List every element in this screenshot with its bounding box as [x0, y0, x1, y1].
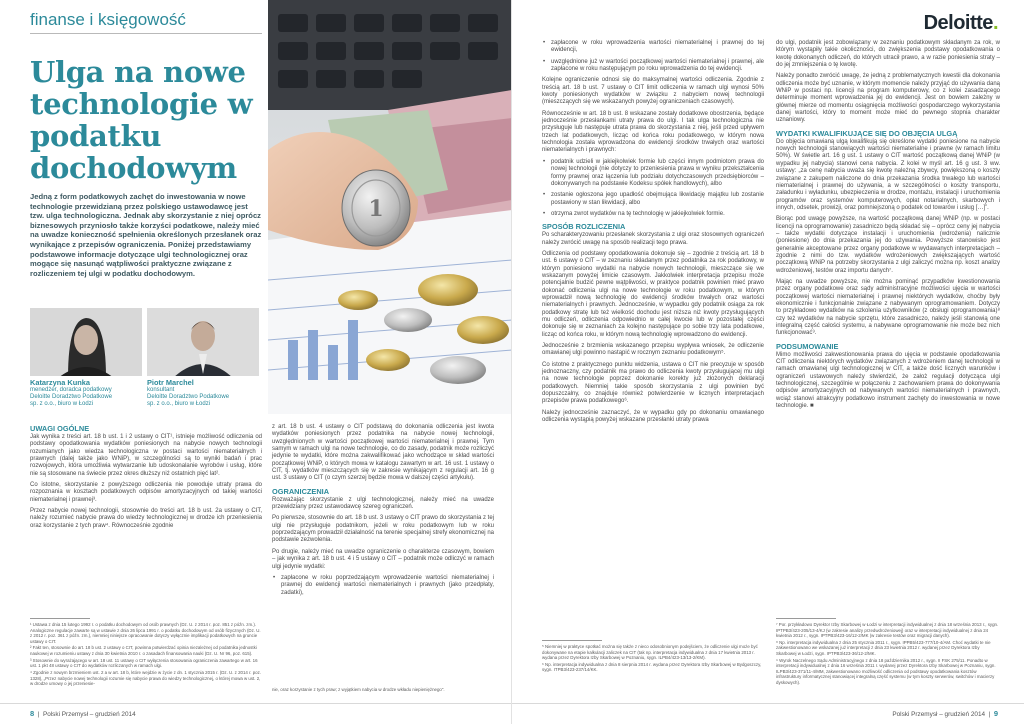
folio-right: Polski Przemysł – grudzień 2014 | 9 [892, 709, 998, 718]
paragraph: Co istotne z praktycznego punktu widzenia, ustawa o CIT nie precyzuje w sposób jednoznaczny, czy podatnik ma prawo do odliczenia kwoty przysługującej mu ulgi na nowe technologie poprzez dokonanie korekty już złożonych deklaracji podatkowych. Niemniej takie sposób skorzystania z ulgi powinien być dopuszczalny, co znajduje również potwierdzenie w licznych interpretacjach przepisów prawa podatkowego⁶. [542, 361, 764, 405]
logo-dot-icon: . [992, 12, 998, 34]
body-column-3 [542, 40, 764, 428]
body-column-2 [272, 424, 494, 601]
footnote: ⁷ Por. przykładowo Dyrektor Izby Skarbowej w Łodzi w interpretacji indywidualnej z dnia 18 września 2013 r., sygn. IPTPB3/423-205/13-4/KJ (w zakresie analizy przedwdrożeniowej) oraz w interpretacji indywidualnej z dnia 24 kwietnia 2012 r., sygn. IPTPB3/423-16/12-2/MK (w zakresie testów oraz migracji danych). [776, 622, 999, 638]
magazine-name: Polski Przemysł – grudzień 2014 [42, 711, 136, 718]
section-title: finanse i księgowość [30, 10, 186, 29]
paragraph: Biorąc pod uwagę powyższe, na wartość początkową danej WNiP (np. w postaci licencji na oprogramowanie) zasadniczo będą składać się – oprócz ceny jej nabycia – także wydatki dotyczące instalacji i uruchomienia (wdrożenia) nalicznie (poniesione) do dnia przekazania jej do używania. Powyższe stanowisko jest generalnie akceptowane przez organy podatkowe w wydawanych interpretacjach – zgodnie z nimi do tzw. wydatków wdrożeniowych zwiększających wartość początkową WNiP na potrzeby skorzystania z ulgi zaliczyć można np. koszt analizy wdrożeniowej, testów oraz importu danych⁷. [776, 216, 1000, 274]
list-item: • otrzyma zwrot wydatków na tę technologię w jakiejkolwiek formie. [542, 211, 764, 218]
paragraph: Co istotne, skorzystanie z powyższego odliczenia nie powoduje utraty prawa do rozpoznania w kosztach podatkowych odpisów amortyzacyjnych od takiej wartości niematerialnej i prawnej³. [30, 482, 262, 503]
footnote: ³ Stosownie do wyrażającego w art. 18 ust. 11 ustawy o CIT wyłączenia stosowania ograniczenia zawartego w art. 16 ust. 1 pkt 48 ustawy o CIT do wydatków rozliczanych w ramach ulgi. [30, 657, 258, 669]
footnote-rule [776, 618, 836, 619]
author-role: menedżer, doradca podatkowy [30, 387, 112, 393]
paragraph: Jak wynika z treści art. 18 b ust. 1 i 2 ustawy o CIT¹, istnieje możliwość odliczenia od podstawy opodatkowania wydatków poniesionych na nabycie nowych technologii rozumianych jako wiedza technologiczna w postaci wartości niematerialnych i prawnych (dalej także jako WNiP), w szczególności są to wyniki badań i prac rozwojowych, która umożliwia wytwarzanie lub udoskonalanie wyrobów i usług, które nie są stosowane na świecie przez okres dłuższy niż ostatnich pięć lat². [30, 434, 262, 477]
list-item: • zostanie ogłoszona jego upadłość obejmująca likwidację majątku lub zostanie postawiony w stan likwidacji, albo [542, 192, 764, 207]
paragraph: Należy ponadto zwrócić uwagę, że jedną z problematycznych kwestii dla dokonania odliczenia może być uznanie, w którym momencie należy przyjąć do używania daną WNiP w postaci np. licencji na program komputerowy, co z kolei zasadzącego determinuje moment wprowadzenia jej do ewidencji. Jest on bowiem zależny w głównej mierze od momentu osiągnięcia możliwości gospodarczego wykorzystania danej wartości, który to moment może mieć do pewnego stopnia charakter uznaniowy. [776, 73, 1000, 124]
paragraph: Po scharakteryzowaniu przesłanek skorzystania z ulgi oraz stosownych ograniczeń należy zwrócić uwagę na sposób realizacji tego prawa. [542, 232, 764, 246]
list-item: • uwzględnione już w wartości początkowej wartości niematerialnej i prawnej, ale zapłacone w roku następującym po roku wprowadzenia do tej ewidencji. [542, 59, 764, 74]
paragraph: Należy jednocześnie zaznaczyć, że w wypadku gdy po dokonaniu omawianego odliczenia wystąpią powyżej wskazane przesłanki utraty prawa [542, 409, 764, 424]
footnote-rule [542, 640, 602, 641]
bullet-list [272, 575, 494, 597]
folio-left: 8 | Polski Przemysł – grudzień 2014 [30, 709, 136, 718]
footnote: ⁵ Niemniej w praktyce spotkać można się także z nieco odosobnionym podejściem, że odliczenie ulgi może być dokonywane na etapie kalkulacji zaliczek na CIT (tak np. interpretacja indywidualna z dnia 17 kwietnia 2013 r. wydana przez Dyrektora Izby Skarbowej w Poznaniu, sygn. ILPB4/423-13/13-2/KM). [542, 644, 758, 660]
footnote: ¹ Ustawa z dnia 15 lutego 1992 r. o podatku dochodowym od osób prawnych (Dz. U. z 2014 r. poz. 851 z późn. zm.). Analogiczne regulacje zawarte są w ustawie z dnia 26 lipca 1991 r. o podatku dochodowym od osób fizycznych (Dz. U. z 2012 r. poz. 361 z późn. zm.), niemniej niniejsze opracowanie dotyczy wyłącznie implikacji podatkowych na gruncie ustawy o CIT. [30, 622, 261, 644]
author-company: Deloitte Doradztwo Podatkowe [147, 394, 230, 401]
author-name: Piotr Marchel [147, 378, 194, 387]
author-card [147, 378, 265, 409]
paragraph: Jednocześnie z brzmienia wskazanego przepisu wypływa wniosek, że odliczenie omawianej ulgi powinno nastąpić w rocznym zeznaniu podatkowym⁵. [542, 343, 764, 357]
footnotes [542, 644, 764, 674]
portrait-woman-icon [30, 308, 142, 376]
body-column-4 [776, 40, 1000, 414]
footnote: nie, oraz korzystanie z tych praw; z wyjątkiem nabycia w drodze wkładu niepieniężnego". [272, 687, 445, 692]
coins-calculator-illustration-icon [268, 0, 512, 414]
footnote: ⁶ Np. interpretacja indywidualna z dnia 8 sierpnia 2014 r. wydana przez Dyrektora Izby Skarbowej w Bydgoszczy, sygn. ITPB3/423-237/14/KK. [542, 661, 762, 673]
article-lead: Jedną z form podatkowych zachęt do inwestowania w nowe technologie przewidzianą przez polskiego ustawodawcę jest tzw. ulga technologiczna. Jednak aby skorzystanie z niej oprócz biznesowych przyniosło także korzyści podatkowe, należy mieć na uwadze konieczność spełnienia określonych przesłanek oraz wynikające z przepisów ograniczenia. Poniżej przedstawiamy podstawowe informacje dotyczące ulgi technologicznej oraz mogące się nasunąć wątpliwości praktyczne związane z rozliczeniem tej ulgi w podatku dochodowym. [30, 192, 262, 278]
section-heading: UWAGI OGÓLNE [30, 424, 90, 433]
author-office: sp. z o.o., biuro w Łodzi [147, 401, 211, 408]
paragraph: z art. 18 b ust. 4 ustawy o CIT podstawą do dokonania odliczenia jest kwota wydatków poniesionych przez podatnika na nabycie nowej technologii, uwzględnionych w wartości początkowej wartości niematerialnej i prawnej. Tym samym w ramach ulgi na nowe technologie, co do zasady, podatnik może rozliczyć jedynie te wydatki, które można zakwalifikować jako wchodzące w skład wartości początkowej WNiP, o których mowa w katalogu zawartym w art. 16 ust. 1 ustawy o CIT, tj. wydatków mieszczących się w zakresie wynikającym z regulacji art. 16 g ust. 3 ustawy o CIT (o czym szerzej będzie mowa w dalszej części artykułu). [272, 424, 494, 482]
page-number: 8 [30, 709, 35, 718]
section-heading: OGRANICZENIA [272, 486, 330, 496]
author-photo-kunka [30, 308, 142, 376]
section-title-rule [30, 33, 262, 34]
portrait-man-icon [147, 308, 259, 376]
list-item: • zapłacone w roku wprowadzenia wartości niematerialnej i prawnej do tej ewidencji, [542, 40, 764, 55]
author-role: konsultant [147, 387, 175, 393]
page-number: 9 [993, 709, 998, 718]
footnotes [30, 622, 262, 688]
paragraph: Po pierwsze, stosownie do art. 18 b ust. 3 ustawy o CIT prawo do skorzystania z tej ulgi nie przysługuje podatnikom, jeżeli w roku podatkowym lub w roku poprzedzającym prowadził działalność na terenie specjalnej strefy ekonomicznej na podstawie zezwolenia. [272, 515, 494, 544]
bullet-list [542, 40, 764, 73]
paragraph: Kolejne ograniczenie odnosi się do maksymalnej wartości odliczenia. Zgodnie z treścią art. 18 b ust. 7 ustawy o CIT limit odliczenia w ramach ulgi wynosi 50% kwoty poniesionych wydatków w związku z nabyciem nowej technologii (mieszczących się we wskazanych powyżej ograniczeniach czasowych). [542, 77, 764, 106]
hero-image [268, 0, 512, 414]
paragraph: Odliczenia od podstawy opodatkowania dokonuje się – zgodnie z treścią art. 18 b ust. 6 ustawy o CIT – w zeznaniu składanym przez podatnika za rok podatkowy, w którym poniesiono wydatki na nabycie nowych technologii, mieszczące się we wskazanym powyżej limicie czasowym. Jakkolwiek interpretacja przepisu może potencjalnie budzić pewne wątpliwości, w praktyce podatnik powinien mieć prawo dokonać odliczenia ulgi na nowe technologie w roku podatkowym, w którym wprowadził nową technologię do ewidencji środków trwałych oraz wartości niematerialnych i prawnych. Jednocześnie, w wypadku gdy podatnik osiąga za rok podatkowy stratę lub też wielkość dochodu jest niższa niż kwoty przysługujących mu odliczeń, odliczenia odpowiednio w całej kwocie lub w pozostałej części dokonuje się w zeznaniach za kolejno następujące po sobie trzy lata podatkowe, licząc od końca roku, w którym nową technologię wprowadzono do ewidencji. [542, 250, 764, 338]
bullet-list [542, 159, 764, 218]
footnote: ⁸ Np. interpretacja indywidualna z dnia 25 stycznia 2011 r., sygn. IPPB5/423-777/10-4/AM. Choć wydatki te nie zakwestionowano we wskazanej już interpretacji z dnia 23 kwietnia 2012 r. wydanej przez Dyrektora Izby Skarbowej w Łodzi, sygn. IPTPB3/423-36/12-2/MK. [776, 639, 991, 656]
footnote: ⁴ Zgodnie z nowym brzmieniem ust. 2 a w art. 18 b, które wejdzie w życie z dn. 1 stycznia 2015 r. (Dz. U. z 2014 r. poz. 1328), „Przez nabycie nowej technologii rozumie się nabycie prawa do wiedzy technologicznej, o której mowa w ust. 2, w drodze umowy o jej przeniesie- [30, 670, 262, 687]
footnote-continuation [272, 687, 494, 694]
magazine-name: Polski Przemysł – grudzień 2014 [892, 711, 986, 718]
paragraph: do ulgi, podatnik jest zobowiązany w zeznaniu podatkowym składanym za rok, w którym wystąpiły takie okoliczności, do zwiększenia podstawy opodatkowania o kwotę dokonanych odliczeń, do których utracił prawo, a w razie poniesienia straty – do jej zmniejszenia o tę kwotę. [776, 40, 1000, 69]
paragraph: Przez nabycie nowej technologii, stosownie do treści art. 18 b ust. 2a ustawy o CIT, należy rozumieć nabycie prawa do wiedzy technologicznej w drodze ich przeniesienia oraz korzystanie z tych praw⁴. Równocześnie zgodnie [30, 508, 262, 529]
section-heading: PODSUMOWANIE [776, 341, 839, 351]
section-heading: WYDATKI KWALIFIKUJĄCE SIĘ DO OBJĘCIA ULGĄ [776, 128, 958, 138]
right-page [512, 0, 1024, 724]
deloitte-logo [924, 12, 998, 35]
section-heading: SPOSÓB ROZLICZENIA [542, 222, 626, 232]
paragraph: Rozważając skorzystanie z ulgi technologicznej, należy mieć na uwadze przewidziany przez ustawodawcę szereg ograniczeń. [272, 496, 494, 511]
author-photo-marchel [147, 308, 259, 376]
svg-text:1: 1 [368, 196, 384, 222]
author-office: sp. z o.o., biuro w Łodzi [30, 401, 94, 408]
paragraph: Mając na uwadze powyższe, nie można pominąć przypadków kwestionowania przez organy podatkowe oraz sądy administracyjne możliwości ujęcia w wartości początkowej wartości niematerialnej i prawnej niektórych wydatków, choćby były ekonomicznie i funkcjonalnie związane z nabywanym oprogramowaniem. Dotyczy to przykładowo wydatków na szkolenia użytkowników (z obsługi oprogramowania)⁸ czy też wydatków na nabycie sprzętu, które zasadniczo, należy jeśli stanowią one integralną część całości systemu, a nabywane oprogramowanie nie może bez nich funkcjonować⁹. [776, 278, 1000, 337]
author-card [30, 378, 148, 409]
list-item: • podatnik udzieli w jakiejkolwiek formie lub części innym podmiotom prawa do nowej technologii (nie dotyczy to przeniesienia prawa w wyniku przekształcenia formy prawnej oraz łączenia lub podziału dotychczasowych przedsiębiorców – dokonywanych na podstawie Kodeksu spółek handlowych), albo [542, 159, 764, 188]
article-headline: Ulga na nowe technologie w podatku dochodowym [30, 55, 253, 185]
footnote-rule [30, 618, 90, 619]
paragraph: Mimo możliwości zakwestionowania prawa do ujęcia w podstawie opodatkowania CIT odliczenia niektórych wydatków związanych z wdrożeniem danej technologii w ramach omawianej ulgi technologicznej w CIT, a także dość licznych warunków i ograniczeń ustawowych należy stwierdzić, że założ regulacji dotycząca ulgi technologicznej, szczególnie w połączeniu z zachowaniem prawa do dokonywania odpisów amortyzacyjnych od nabywanych wartości niematerialnych i prawnych, wciąż stanowi atrakcyjny podatkowo instrument zachęty do inwestowania w nowe technologie. ■ [776, 351, 1000, 410]
footnote: ² Fakt ten, stosownie do art. 18 b ust. 2 ustawy o CIT, powinna potwierdzać opinia niezależnej od podatnika jednostki naukowej w rozumieniu ustawy z dnia 30 kwietnia 2010 r. o zasadach finansowania nauki (Dz. U. Nr 96, poz. 615). [30, 645, 257, 656]
list-item: • zapłacone w roku poprzedzającym wprowadzenie wartości niematerialnej i prawnej do ewidencji wartości niematerialnych i prawnych (jako przedpłaty, zadatki), [272, 575, 494, 597]
footnotes [776, 622, 1000, 687]
paragraph: Do objęcia omawianą ulgą kwalifikują się określone wydatki poniesione na nabycie nowych technologii stanowiących wartości niematerialne i prawne (w ramach limitu 50%). W świetle art. 16 g ust. 1 ustawy o CIT wartość początkową danej WNiP (w wypadku jej nabycia) stanowi cena nabycia. Z kolei w myśl art. 16 g ust. 3 ww. ustawy: „za cenę nabycia uważa się kwotę należną zbywcy, powiększoną o koszty związane z zakupem naliczone do dnia przekazania środka trwałego lub wartości niematerialnej i prawnej do używania, a w szczególności o koszty transportu, załadunku i wyładunku, ubezpieczenia w drodze, montażu, instalacji i uruchomienia programów oraz systemów komputerowych, opłat notarialnych, skarbowych i innych, odsetek, prowizji, oraz pomniejszoną o podatek od towarów i usług […]”. [776, 138, 1000, 211]
author-name: Katarzyna Kunka [30, 378, 90, 387]
author-company: Deloitte Doradztwo Podatkowe [30, 394, 113, 401]
paragraph: Po drugie, należy mieć na uwadze ograniczenie o charakterze czasowym, bowiem – jak wynika z art. 18 b ust. 4 i 5 ustawy o CIT – podatnik może odliczyć w ramach ulgi jedynie wydatki: [272, 548, 494, 570]
logo-wordmark: Deloitte [923, 12, 993, 34]
footnote: ⁹ Wyrok Naczelnego Sądu Administracyjnego z dnia 18 października 2012 r., sygn. II FSK 275/11. Ponadto w interpretacji indywidualnej z dnia 16 września 2011 r. wydanej przez Dyrektora Izby Skarbowej w Poznaniu, sygn. ILPB3/423-371/11-4/MM, zakwestionowano możliwość odliczenia od podstawy opodatkowania kosztów infrastruktury informatycznej stanowiącej integralną część systemu (w tym koszty serwerów, switchów i macierzy dyskowych). [776, 657, 996, 685]
body-column-1 [30, 420, 262, 534]
paragraph: Równocześnie w art. 18 b ust. 8 wskazane zostały dodatkowe obostrzenia, będące jednocześnie przesłankami utraty prawa do ulgi. I tak ulga technologiczna nie przysługuje lub następuje utrata prawa do skorzystania z niej, jeśli przed upływem trzech lat podatkowych, licząc od końca roku podatkowego, w którym nowa technologia została wprowadzona do ewidencji środków trwałych oraz wartości niematerialnych i prawnych: [542, 110, 764, 154]
